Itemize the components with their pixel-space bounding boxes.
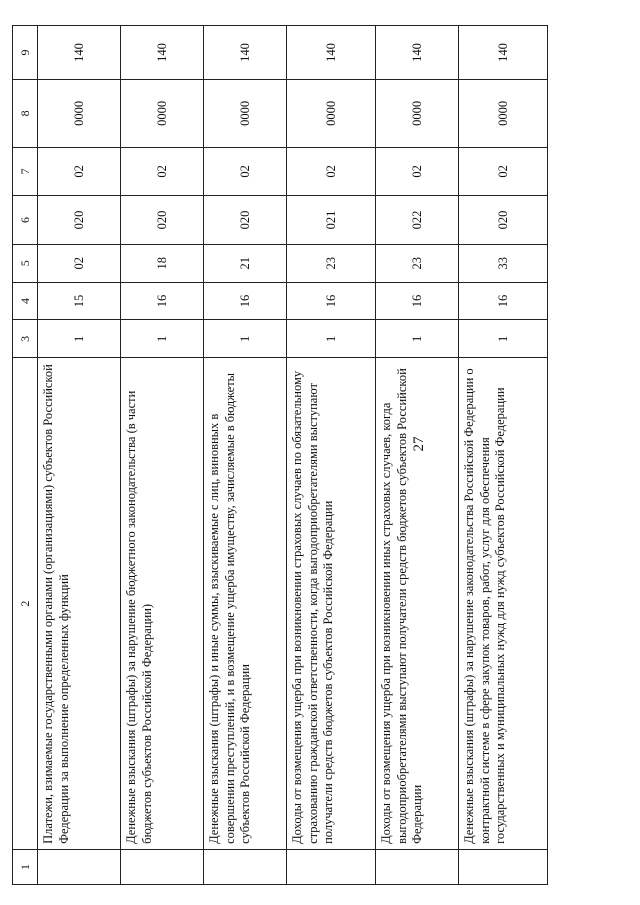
cell-col6: 020 [204, 196, 287, 245]
cell-col4: 16 [376, 282, 459, 320]
cell-col7: 02 [38, 147, 121, 196]
cell-col6: 020 [38, 196, 121, 245]
cell-col3: 1 [376, 320, 459, 358]
cell-description: Доходы от возмещения ущерба при возникновении страховых случаев по обязательному страхованию гражданской ответственности, когда выгодоприобретателями выступают получатели средств бюджетов субъектов Российской Федерации [287, 358, 376, 850]
cell-col3: 1 [121, 320, 204, 358]
cell-col8: 0000 [287, 80, 376, 148]
cell-col6: 021 [287, 196, 376, 245]
cell-col7: 02 [287, 147, 376, 196]
table-row [38, 26, 121, 885]
cell-description: Денежные взыскания (штрафы) за нарушение законодательства Российской Федерации о контрактной системе в сфере закупок товаров, работ, услуг для обеспечения государственных и муниципальных нужд для нужд субъектов Российской Федерации [459, 358, 548, 850]
header-cell: 7 [13, 147, 38, 196]
cell-col3: 1 [459, 320, 548, 358]
table-row [121, 26, 204, 885]
cell-description: Денежные взыскания (штрафы) за нарушение бюджетного законодательства (в части бюджетов субъектов Российской Федерации) [121, 358, 204, 850]
cell-col5: 02 [38, 244, 121, 282]
cell-col4: 16 [287, 282, 376, 320]
table-header-row [13, 26, 38, 885]
cell-col5: 23 [287, 244, 376, 282]
cell-col7: 02 [459, 147, 548, 196]
cell-description: Денежные взыскания (штрафы) и иные суммы, взыскиваемые с лиц, виновных в совершении преступлений, и в возмещение ущерба имуществу, зачисляемые в бюджеты субъектов Российской Федерации [204, 358, 287, 850]
cell-col1 [287, 849, 376, 884]
cell-col9: 140 [287, 26, 376, 80]
cell-col1 [459, 849, 548, 884]
cell-col9: 140 [38, 26, 121, 80]
cell-col9: 140 [121, 26, 204, 80]
table-row [376, 26, 459, 885]
cell-col4: 16 [204, 282, 287, 320]
cell-col1 [121, 849, 204, 884]
cell-col5: 33 [459, 244, 548, 282]
cell-col4: 15 [38, 282, 121, 320]
cell-col8: 0000 [38, 80, 121, 148]
rotated-page [12, 5, 632, 885]
cell-col7: 02 [204, 147, 287, 196]
cell-col7: 02 [121, 147, 204, 196]
cell-col6: 020 [459, 196, 548, 245]
cell-description: Платежи, взимаемые государственными органами (организациями) субъектов Российской Федерации за выполнение определенных функций [38, 358, 121, 850]
table-row [287, 26, 376, 885]
cell-description: Доходы от возмещения ущерба при возникновении иных страховых случаев, когда выгодоприобретателями выступают получатели средств бюджетов субъектов Российской Федерации [376, 358, 459, 850]
cell-col3: 1 [204, 320, 287, 358]
header-cell: 2 [13, 358, 38, 850]
page-number: 27 [411, 436, 427, 452]
cell-col8: 0000 [204, 80, 287, 148]
cell-col1 [204, 849, 287, 884]
table-row [459, 26, 548, 885]
cell-col1 [38, 849, 121, 884]
cell-col3: 1 [38, 320, 121, 358]
cell-col5: 23 [376, 244, 459, 282]
cell-col6: 020 [121, 196, 204, 245]
cell-col9: 140 [459, 26, 548, 80]
header-cell: 3 [13, 320, 38, 358]
cell-col3: 1 [287, 320, 376, 358]
cell-col4: 16 [459, 282, 548, 320]
cell-col6: 022 [376, 196, 459, 245]
header-cell: 1 [13, 849, 38, 884]
cell-col4: 16 [121, 282, 204, 320]
header-cell: 5 [13, 244, 38, 282]
header-cell: 9 [13, 26, 38, 80]
cell-col8: 0000 [121, 80, 204, 148]
table-row [204, 26, 287, 885]
header-cell: 6 [13, 196, 38, 245]
cell-col5: 21 [204, 244, 287, 282]
header-cell: 4 [13, 282, 38, 320]
cell-col7: 02 [376, 147, 459, 196]
cell-col8: 0000 [376, 80, 459, 148]
cell-col1 [376, 849, 459, 884]
cell-col8: 0000 [459, 80, 548, 148]
header-cell: 8 [13, 80, 38, 148]
cell-col5: 18 [121, 244, 204, 282]
budget-code-table [12, 25, 548, 885]
cell-col9: 140 [204, 26, 287, 80]
cell-col9: 140 [376, 26, 459, 80]
